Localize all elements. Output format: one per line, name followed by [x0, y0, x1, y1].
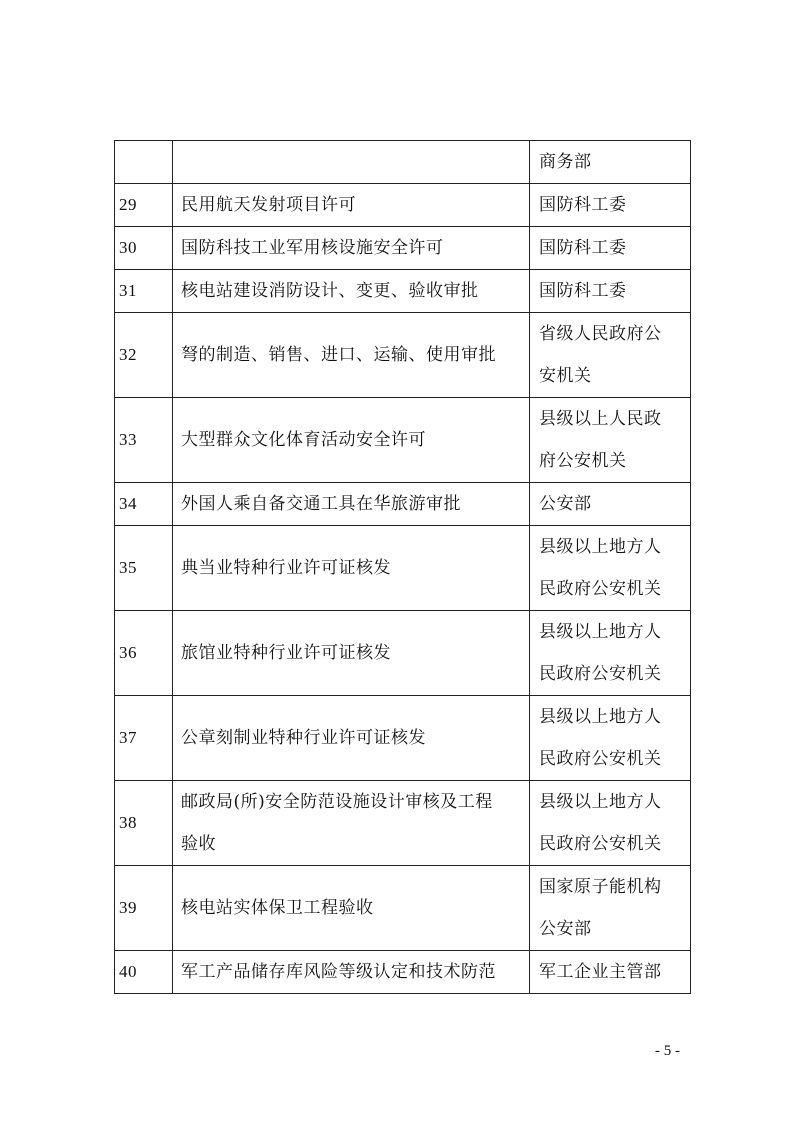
table-row [115, 781, 691, 866]
row-number-cell: 32 [115, 313, 173, 398]
table-row [115, 313, 691, 398]
row-number-cell: 30 [115, 227, 173, 270]
table-row [115, 141, 691, 184]
page-number: - 5 - [655, 1043, 680, 1059]
department-cell: 国防科工委 [530, 227, 691, 270]
table-row [115, 866, 691, 951]
row-number-cell: 40 [115, 951, 173, 994]
department-cell: 县级以上地方人 民政府公安机关 [530, 526, 691, 611]
approval-item-cell: 邮政局(所)安全防范设施设计审核及工程 验收 [173, 781, 530, 866]
approval-item-cell: 核电站建设消防设计、变更、验收审批 [173, 270, 530, 313]
department-cell: 军工企业主管部 [530, 951, 691, 994]
approval-item-cell: 公章刻制业特种行业许可证核发 [173, 696, 530, 781]
approval-items-table [114, 140, 691, 994]
department-cell: 国防科工委 [530, 184, 691, 227]
table-row [115, 696, 691, 781]
approval-item-cell [173, 141, 530, 184]
approval-item-cell: 民用航天发射项目许可 [173, 184, 530, 227]
row-number-cell: 35 [115, 526, 173, 611]
row-number-cell [115, 141, 173, 184]
department-cell: 县级以上地方人 民政府公安机关 [530, 781, 691, 866]
table-row [115, 398, 691, 483]
table-row [115, 483, 691, 526]
table-body [115, 141, 691, 994]
approval-item-cell: 军工产品储存库风险等级认定和技术防范 [173, 951, 530, 994]
row-number-cell: 36 [115, 611, 173, 696]
approval-item-cell: 典当业特种行业许可证核发 [173, 526, 530, 611]
department-cell: 省级人民政府公 安机关 [530, 313, 691, 398]
row-number-cell: 29 [115, 184, 173, 227]
department-cell: 县级以上地方人 民政府公安机关 [530, 611, 691, 696]
approval-item-cell: 弩的制造、销售、进口、运输、使用审批 [173, 313, 530, 398]
row-number-cell: 34 [115, 483, 173, 526]
department-cell: 公安部 [530, 483, 691, 526]
department-cell: 国家原子能机构 公安部 [530, 866, 691, 951]
approval-item-cell: 旅馆业特种行业许可证核发 [173, 611, 530, 696]
table-row [115, 227, 691, 270]
row-number-cell: 37 [115, 696, 173, 781]
table-row [115, 270, 691, 313]
approval-item-cell: 核电站实体保卫工程验收 [173, 866, 530, 951]
row-number-cell: 33 [115, 398, 173, 483]
table-row [115, 526, 691, 611]
department-cell: 县级以上人民政 府公安机关 [530, 398, 691, 483]
table-row [115, 611, 691, 696]
department-cell: 商务部 [530, 141, 691, 184]
row-number-cell: 38 [115, 781, 173, 866]
approval-item-cell: 大型群众文化体育活动安全许可 [173, 398, 530, 483]
row-number-cell: 39 [115, 866, 173, 951]
department-cell: 国防科工委 [530, 270, 691, 313]
department-cell: 县级以上地方人 民政府公安机关 [530, 696, 691, 781]
table-row [115, 184, 691, 227]
row-number-cell: 31 [115, 270, 173, 313]
approval-item-cell: 外国人乘自备交通工具在华旅游审批 [173, 483, 530, 526]
table-row [115, 951, 691, 994]
approval-item-cell: 国防科技工业军用核设施安全许可 [173, 227, 530, 270]
